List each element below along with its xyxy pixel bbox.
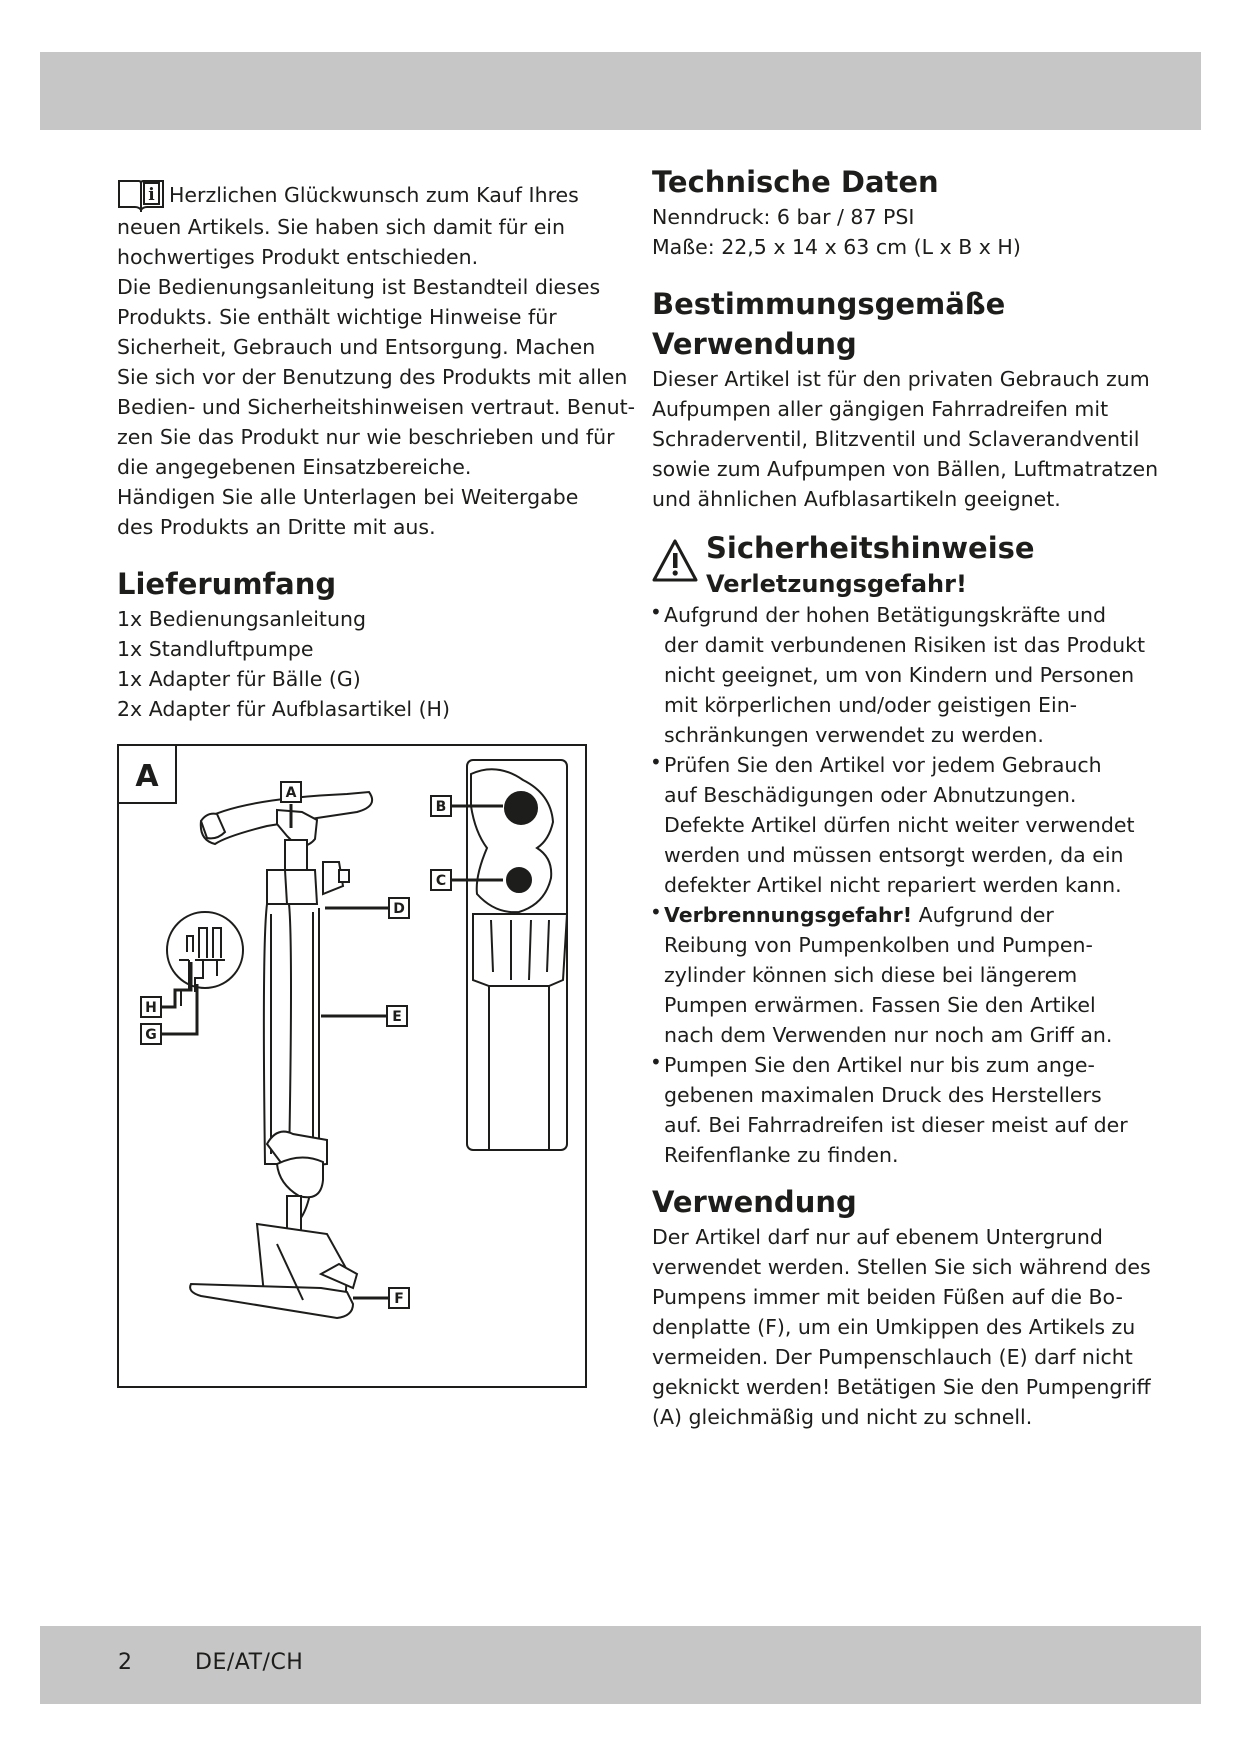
intro-line: des Produkts an Dritte mit aus.	[117, 515, 436, 539]
warning-triangle-icon	[652, 538, 698, 584]
bullet-line: gebenen maximalen Druck des Herstellers	[664, 1083, 1102, 1107]
header-band	[40, 52, 1201, 130]
intro-line: Händigen Sie alle Unterlagen bei Weitergabe	[117, 485, 579, 509]
bestimmung-line: Aufpumpen aller gängigen Fahrradreifen mit	[652, 397, 1109, 421]
verwendung-line: Der Artikel darf nur auf ebenem Untergrund	[652, 1225, 1103, 1249]
intro-line: Die Bedienungsanleitung ist Bestandteil dieses	[117, 275, 601, 299]
safety-bullet	[652, 750, 1152, 900]
region-code: DE/AT/CH	[195, 1650, 304, 1675]
bullet-line	[664, 900, 1152, 930]
bullet-line: der damit verbundenen Risiken ist das Produkt	[664, 633, 1145, 657]
callout-g: G	[145, 1027, 157, 1043]
verletzungsgefahr-heading: Verletzungsgefahr!	[706, 570, 967, 598]
safety-bullet	[652, 600, 1152, 750]
intro-line: Bedien- und Sicherheitshinweisen vertraut. Benut-	[117, 395, 636, 419]
bestimmung-line: und ähnlichen Aufblasartikeln geeignet.	[652, 487, 1061, 511]
bullet-line: Reibung von Pumpenkolben und Pumpen-	[664, 933, 1093, 957]
intro-line: Sicherheit, Gebrauch und Entsorgung. Machen	[117, 335, 596, 359]
lieferumfang-heading: Lieferumfang	[117, 567, 337, 601]
bestimmung-line: sowie zum Aufpumpen von Bällen, Luftmatratzen	[652, 457, 1159, 481]
verwendung-line: verwendet werden. Stellen Sie sich während des	[652, 1255, 1151, 1279]
page-number: 2	[118, 1650, 132, 1675]
sicherheit-heading: Sicherheitshinweise	[706, 531, 1035, 565]
intro-line: die angegebenen Einsatzbereiche.	[117, 455, 472, 479]
lieferumfang-item: 2x Adapter für Aufblasartikel (H)	[117, 697, 450, 721]
bestimmung-line: Dieser Artikel ist für den privaten Gebrauch zum	[652, 367, 1150, 391]
intro-line: neuen Artikels. Sie haben sich damit für ein	[117, 215, 565, 239]
figure-panel-label: A	[135, 759, 159, 794]
intro-line: hochwertiges Produkt entschieden.	[117, 245, 479, 269]
sicherheit-header	[652, 528, 1152, 600]
pump-figure	[117, 744, 587, 1388]
info-book-icon	[117, 178, 165, 212]
bullet-line: Prüfen Sie den Artikel vor jedem Gebrauch	[664, 753, 1102, 777]
callout-a: A	[285, 785, 297, 801]
intro-line: Herzlichen Glückwunsch zum Kauf Ihres	[169, 183, 579, 207]
bullet-line: Reifenflanke zu finden.	[664, 1143, 899, 1167]
bullet-line: schränkungen verwendet zu werden.	[664, 723, 1044, 747]
bullet-line: auf Beschädigungen oder Abnutzungen.	[664, 783, 1077, 807]
intro-first-line	[117, 178, 597, 212]
bestimmung-line: Schraderventil, Blitzventil und Sclaverandventil	[652, 427, 1140, 451]
bullet-line: mit körperlichen und/oder geistigen Ein-	[664, 693, 1078, 717]
left-column	[117, 178, 636, 724]
callout-f: F	[394, 1291, 404, 1307]
bestimmung-heading: Verwendung	[652, 327, 857, 361]
lieferumfang-item: 1x Bedienungsanleitung	[117, 607, 366, 631]
bestimmung-heading: Bestimmungsgemäße	[652, 287, 1006, 321]
bullet-marker: •	[650, 900, 662, 924]
verbrennungsgefahr-label: Verbrennungsgefahr!	[664, 903, 913, 927]
bullet-marker: •	[650, 750, 662, 774]
lieferumfang-item: 1x Standluftpumpe	[117, 637, 314, 661]
callout-c: C	[435, 873, 447, 889]
verwendung-heading: Verwendung	[652, 1185, 857, 1219]
bullet-line: werden und müssen entsorgt werden, da ein	[664, 843, 1124, 867]
callout-b: B	[435, 799, 447, 815]
verwendung-line: denplatte (F), um ein Umkippen des Artikels zu	[652, 1315, 1136, 1339]
right-column	[650, 162, 1159, 1432]
technische-daten-heading: Technische Daten	[652, 165, 939, 199]
verwendung-line: geknickt werden! Betätigen Sie den Pumpengriff	[652, 1375, 1151, 1399]
svg-text:i: i	[148, 185, 155, 205]
bullet-line: Defekte Artikel dürfen nicht weiter verwendet	[664, 813, 1135, 837]
bullet-line: Aufgrund der hohen Betätigungskräfte und	[664, 603, 1106, 627]
detail-view	[467, 760, 567, 1150]
bullet-line: Pumpen erwärmen. Fassen Sie den Artikel	[664, 993, 1096, 1017]
verwendung-line: vermeiden. Der Pumpenschlauch (E) darf nicht	[652, 1345, 1133, 1369]
intro-line: Produkts. Sie enthält wichtige Hinweise für	[117, 305, 557, 329]
bullet-line: nicht geeignet, um von Kindern und Personen	[664, 663, 1135, 687]
bullet-line: zylinder können sich diese bei längerem	[664, 963, 1078, 987]
bullet-line: Pumpen Sie den Artikel nur bis zum ange-	[664, 1053, 1095, 1077]
callout-e: E	[392, 1009, 402, 1025]
verwendung-line: Pumpens immer mit beiden Füßen auf die Bo-	[652, 1285, 1123, 1309]
lieferumfang-item: 1x Adapter für Bälle (G)	[117, 667, 361, 691]
bullet-marker: •	[650, 1050, 662, 1074]
intro-line: Sie sich vor der Benutzung des Produkts mit allen	[117, 365, 628, 389]
callout-d: D	[393, 901, 405, 917]
safety-bullet	[652, 1050, 1152, 1170]
callout-h: H	[145, 1000, 157, 1016]
bullet-line-rest: Aufgrund der	[912, 903, 1054, 927]
tech-line: Maße: 22,5 x 14 x 63 cm (L x B x H)	[652, 235, 1021, 259]
safety-bullet	[652, 900, 1152, 1050]
bullet-line: defekter Artikel nicht repariert werden kann.	[664, 873, 1122, 897]
verwendung-line: (A) gleichmäßig und nicht zu schnell.	[652, 1405, 1033, 1429]
bullet-line: auf. Bei Fahrradreifen ist dieser meist auf der	[664, 1113, 1128, 1137]
bullet-marker: •	[650, 600, 662, 624]
bullet-line: nach dem Verwenden nur noch am Griff an.	[664, 1023, 1113, 1047]
tech-line: Nenndruck: 6 bar / 87 PSI	[652, 205, 915, 229]
intro-line: zen Sie das Produkt nur wie beschrieben und für	[117, 425, 615, 449]
footer-band	[40, 1626, 1201, 1704]
pump-cylinder	[264, 904, 291, 1164]
